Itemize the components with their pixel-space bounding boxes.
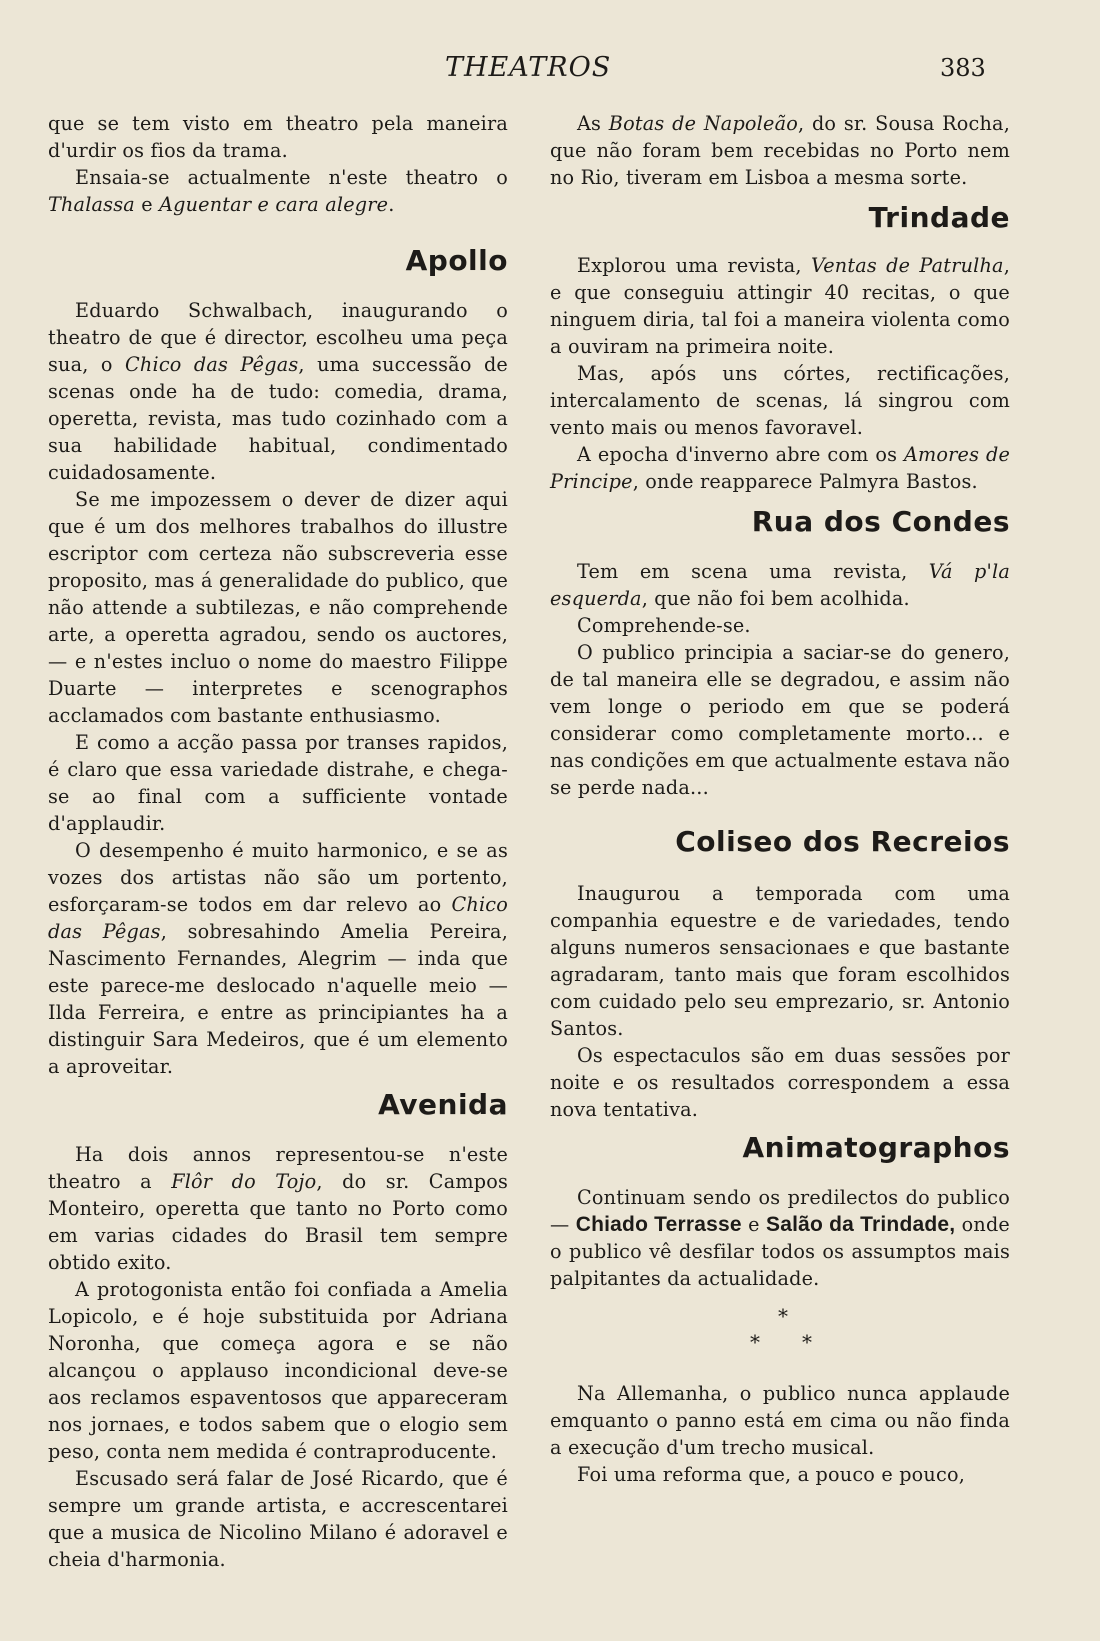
asterisk: * — [778, 1304, 788, 1328]
left-column — [48, 110, 508, 1573]
play-title: Botas de Napoleão — [608, 112, 798, 135]
section-heading-animatographos: Animatographos — [742, 1131, 1010, 1164]
paragraph: Ensaia-se actualmente n'este theatro o Thalassa e Aguentar e cara alegre. — [48, 166, 508, 216]
asterisk: * — [802, 1330, 812, 1354]
asterisk: * — [750, 1330, 760, 1354]
paragraph: que se tem visto em theatro pela maneira d'urdir os fios da trama. — [48, 112, 508, 162]
paragraph: A protogonista então foi confiada a Amelia Lopicolo, e é hoje substituida por Adriana Noronha, que começa agora e se não alcançou o applauso incondicional deve-se aos reclamos espaventosos que appareceram nos jornaes, e todos sabem que o elogio sem peso, conta nem medida é contraproducente. — [48, 1278, 508, 1463]
paragraph: Os espectaculos são em duas sessões por noite e os resultados correspondem a essa nova tentativa. — [550, 1044, 1010, 1121]
section-heading-trindade: Trindade — [868, 201, 1010, 234]
section-heading-apollo: Apollo — [405, 244, 508, 277]
play-title: Vá p'la esquerda — [550, 560, 1010, 610]
paragraph: Continuam sendo os predilectos do publico — Chiado Terrasse e Salão da Trindade, onde o publico vê desfilar todos os assumptos mais palpitantes da actualidade. — [550, 1186, 1010, 1290]
play-title: Flôr do Tojo — [171, 1170, 317, 1193]
section-heading-coliseo: Coliseo dos Recreios — [675, 825, 1010, 858]
paragraph: Tem em scena uma revista, Vá p'la esquerda, que não foi bem acolhida. — [550, 560, 1010, 610]
section-heading-rua-dos-condes: Rua dos Condes — [751, 505, 1010, 538]
play-title: Thalassa — [48, 193, 135, 216]
paragraph: Na Allemanha, o publico nunca applaude emquanto o panno está em cima ou não finda a execução d'um trecho musical. — [550, 1382, 1010, 1459]
play-title: Aguentar e cara alegre — [159, 193, 389, 216]
play-title: Chico das Pêgas — [48, 893, 508, 943]
cinema-name: Chiado Terrasse — [575, 1213, 742, 1236]
paragraph: Explorou uma revista, Ventas de Patrulha, e que conseguiu attingir 40 recitas, o que ninguem diria, tal foi a maneira violenta como a ouviram na primeira noite. — [550, 254, 1010, 358]
paragraph: Foi uma reforma que, a pouco e pouco, — [577, 1463, 965, 1486]
paragraph: Ha dois annos representou-se n'este theatro a Flôr do Tojo, do sr. Campos Monteiro, operetta que tanto no Porto como em varias cidades do Brasil tem sempre obtido exito. — [48, 1143, 509, 1274]
cinema-name: Salão da Trindade, — [766, 1213, 956, 1236]
page-number: 383 — [940, 54, 986, 82]
play-title: Ventas de Patrulha — [810, 254, 1004, 277]
paragraph: Escusado será falar de José Ricardo, que é sempre um grande artista, e accrescentarei que a musica de Nicolino Milano é adoravel e cheia d'harmonia. — [48, 1467, 508, 1571]
paragraph: As Botas de Napoleão, do sr. Sousa Rocha, que não foram bem recebidas no Porto nem no Rio, tiveram em Lisboa a mesma sorte. — [550, 112, 1010, 189]
paragraph: Comprehende-se. — [577, 614, 751, 637]
paragraph: A epocha d'inverno abre com os Amores de Principe, onde reapparece Palmyra Bastos. — [550, 443, 1011, 493]
right-column — [550, 110, 1010, 1488]
asterism-separator — [550, 1292, 1010, 1362]
paragraph: O desempenho é muito harmonico, e se as vozes dos artistas não são um portento, esforçaram-se todos em dar relevo ao Chico das Pêgas, sobresahindo Amelia Pereira, Nascimento Fernandes, Alegrim — inda que este parece-me deslocado n'aquelle meio — Ilda Ferreira, e entre as principiantes ha a distinguir Sara Medeiros, que é um elemento a aproveitar. — [48, 839, 508, 1078]
paragraph: Se me impozessem o dever de dizer aqui que é um dos melhores trabalhos do illustre escriptor com certeza não subscreveria esse proposito, mas á generalidade do publico, que não attende a subtilezas, e não comprehende arte, a operetta agradou, sendo os auctores, — e n'estes incluo o nome do maestro Filippe Duarte — interpretes e scenographos acclamados com bastante enthusiasmo. — [48, 488, 508, 727]
running-header — [0, 52, 1100, 92]
paragraph: Mas, após uns córtes, rectificações, intercalamento de scenas, lá singrou com vento mais ou menos favoravel. — [550, 362, 1010, 439]
running-title: THEATROS — [445, 52, 612, 83]
play-title: Chico das Pêgas — [125, 353, 299, 376]
play-title: Amores de Principe — [550, 443, 1011, 493]
paragraph: Eduardo Schwalbach, inaugurando o theatro de que é director, escolheu uma peça sua, o Chico das Pêgas, uma successão de scenas onde ha de tudo: comedia, drama, operetta, revista, mas tudo cozinhado com a sua habilidade habitual, condimentado cuidadosamente. — [48, 299, 508, 484]
paragraph: O publico principia a saciar-se do genero, de tal maneira elle se degradou, e assim não vem longe o periodo em que se poderá considerar como completamente morto... e nas condições em que actualmente estava não se perde nada... — [550, 641, 1010, 799]
section-heading-avenida: Avenida — [378, 1088, 508, 1121]
paragraph: Inaugurou a temporada com uma companhia equestre e de variedades, tendo alguns numeros sensacionaes e que bastante agradaram, tanto mais que foram escolhidos com cuidado pelo seu emprezario, sr. Antonio Santos. — [550, 882, 1010, 1040]
paragraph: E como a acção passa por transes rapidos, é claro que essa variedade distrahe, e chega-se ao final com a sufficiente vontade d'applaudir. — [48, 731, 508, 835]
